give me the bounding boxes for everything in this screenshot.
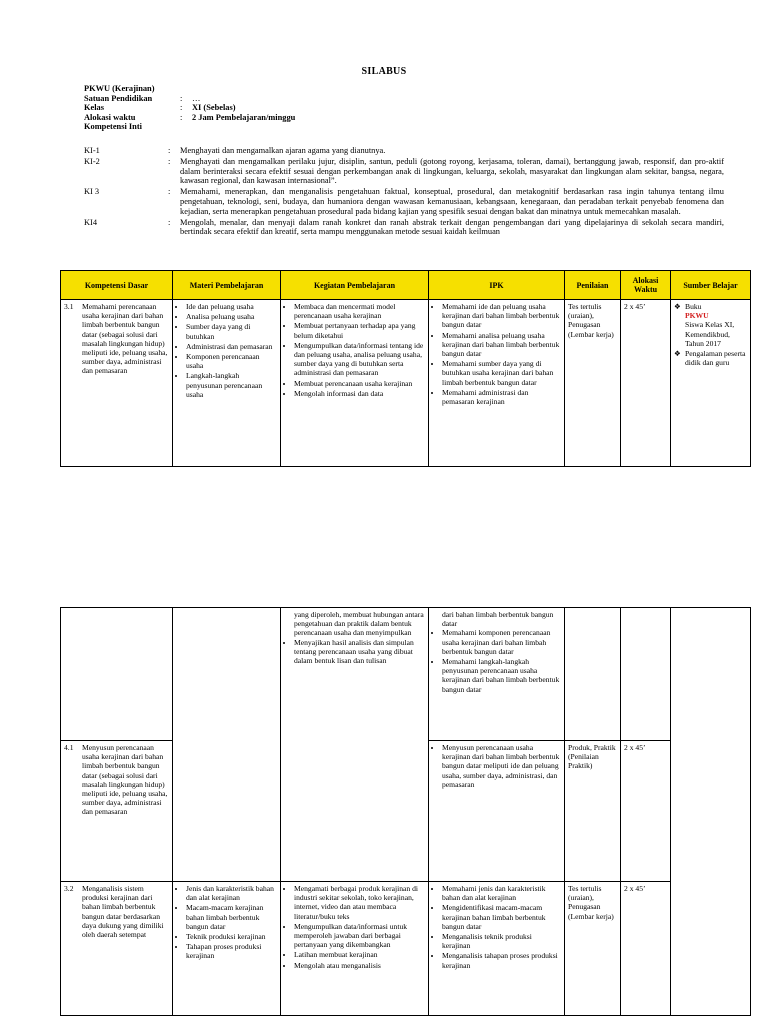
ki-colon: : (168, 187, 171, 197)
page-title: SILABUS (361, 66, 407, 77)
table-row (61, 608, 751, 741)
kd-cell (61, 882, 173, 1016)
list-item: • Teknik produksi kerajinan (186, 932, 277, 941)
ki-row (84, 187, 724, 216)
list-item: • Menyajikan hasil analisis dan simpulan tentang perencanaan usaha yang dibuat dalam bentuk lisan dan tulisan (294, 638, 425, 666)
sumber-cell (671, 608, 751, 1016)
ki-row (84, 146, 724, 156)
sumber-cell (671, 300, 751, 467)
list-item: • Menyusun perencanaan usaha kerajinan dari bahan limbah berbentuk bangun datar meliputi ide dan peluang usaha, sumber daya, administrasi, dan pemasaran (442, 743, 561, 789)
ki-label: KI-2 (84, 156, 100, 166)
syllabus-table (60, 270, 751, 467)
kd-number: 3.2 (64, 884, 74, 893)
penilaian-cell: Tes tertulis (uraian), Penugasan (Lembar kerja) (565, 300, 621, 467)
list-item: • Membuat perencanaan usaha kerajinan (294, 379, 425, 388)
info-value: XI (Sebelas) (192, 103, 236, 113)
ki-label: KI 3 (84, 187, 100, 197)
alokasi-cell: 2 x 45’ (621, 882, 671, 1016)
alokasi-cell (621, 608, 671, 741)
header-kompetensi-dasar: Kompetensi Dasar (61, 271, 173, 300)
info-value: 2 Jam Pembelajaran/minggu (192, 112, 296, 122)
list-item: • Mengolah informasi dan data (294, 389, 425, 398)
alokasi-cell: 2 x 45’ (621, 741, 671, 882)
kd-cell (61, 741, 173, 882)
kd-number: 4.1 (64, 743, 74, 752)
list-item: • Memahami langkah-langkah penyusunan perencanaan usaha kerajinan dari bahan limbah berbentuk bangun datar (442, 657, 561, 694)
ipk-cell (429, 882, 565, 1016)
header-sumber: Sumber Belajar (671, 271, 751, 300)
ki-row (84, 157, 724, 186)
kd-text: Memahami perencanaan usaha kerajinan dari bahan limbah berbentuk bangun datar (sebagai solusi dari masalah lingkungan hidup) meliputi ide, peluang usaha, sumber daya, administrasi dan pemasaran (82, 302, 168, 376)
list-item: • Memahami administrasi dan pemasaran kerajinan (442, 388, 561, 406)
header-penilaian: Penilaian (565, 271, 621, 300)
ipk-cell (429, 300, 565, 467)
list-item: • Mengolah atau menganalisis (294, 961, 425, 970)
ki-colon: : (168, 146, 171, 155)
list-item: • Membuat pertanyaan terhadap apa yang belum diketahui (294, 321, 425, 339)
alokasi-cell: 2 x 45’ (621, 300, 671, 467)
sumber-text: Buku (685, 302, 702, 311)
materi-cell (173, 608, 281, 882)
list-item: • Jenis dan karakteristik bahan dan alat kerajinan (186, 884, 277, 902)
list-item (674, 302, 747, 348)
list-item: • Mengumpulkan data/informasi untuk memperoleh jawaban dari berbagai pertanyaan yang dikembangkan (294, 922, 425, 950)
kegiatan-cell (281, 882, 429, 1016)
table-header-row (61, 271, 751, 300)
info-value: … (192, 93, 201, 103)
syllabus-table-continued (60, 607, 751, 1016)
list-item: • Sumber daya yang di butuhkan (186, 322, 277, 340)
kd-number: 3.1 (64, 302, 74, 311)
info-colon: : (180, 112, 183, 122)
sumber-text: Siswa Kelas XI, Kemendikbud, Tahun 2017 (685, 320, 735, 348)
list-item: • Memahami jenis dan karakteristik bahan dan alat kerajinan (442, 884, 561, 902)
penilaian-cell (565, 608, 621, 741)
list-item: • Latihan membuat kerajinan (294, 950, 425, 959)
list-item: • Ide dan peluang usaha (186, 302, 277, 311)
kegiatan-cell (281, 300, 429, 467)
list-item: • Memahami sumber daya yang di butuhkan usaha kerajinan dari bahan limbah berbentuk bangun datar (442, 359, 561, 387)
ki-list (84, 146, 724, 238)
materi-cell (173, 300, 281, 467)
diamond-bullet-icon: ❖ (674, 302, 681, 311)
ki-heading: Kompetensi Inti (84, 122, 142, 132)
info-label: Alokasi waktu (84, 112, 136, 122)
diamond-bullet-icon: ❖ (674, 349, 681, 359)
list-item (674, 349, 747, 367)
kd-text: Menyusun perencanaan usaha kerajinan dari bahan limbah berbentuk bangun datar (sebagai solusi dari masalah lingkungan hidup) meliputi ide, peluang usaha, sumber daya, administrasi dan pemasaran (82, 743, 168, 817)
list-item: • Menganalisis tahapan proses produksi kerajinan (442, 951, 561, 969)
info-row (84, 113, 295, 123)
info-row (84, 103, 295, 113)
list-item: • Langkah-langkah penyusunan perencanaan usaha (186, 371, 277, 399)
list-item: • Tahapan proses produksi kerajinan (186, 942, 277, 960)
penilaian-cell: Produk, Praktik (Penilaian Praktik) (565, 741, 621, 882)
list-item: • Membaca dan mencermati model perencanaan usaha kerajinan (294, 302, 425, 320)
list-item: • Memahami ide dan peluang usaha kerajinan dari bahan limbah berbentuk bangun datar (442, 302, 561, 330)
list-item: • Macam-macam kerajinan bahan limbah berbentuk bangun datar (186, 903, 277, 931)
list-item: • Memahami analisa peluang usaha kerajinan dari bahan limbah berbentuk bangun datar (442, 331, 561, 359)
materi-cell (173, 882, 281, 1016)
header-kegiatan: Kegiatan Pembelajaran (281, 271, 429, 300)
list-item: • Memahami komponen perencanaan usaha kerajinan dari bahan limbah berbentuk bangun datar (442, 628, 561, 656)
ipk-cont-text: dari bahan limbah berbentuk bangun datar (442, 610, 554, 629)
kd-cell (61, 608, 173, 741)
penilaian-cell: Tes tertulis (uraian), Penugasan (Lembar kerja) (565, 882, 621, 1016)
brand-label: PKWU (685, 311, 709, 321)
list-item: • Komponen perencanaan usaha (186, 352, 277, 370)
list-item: • Mengumpulkan data/informasi tentang ide dan peluang usaha, analisa peluang usaha, sumber daya yang di butuhkan serta administrasi dan pemasaran (294, 341, 425, 378)
header-materi: Materi Pembelajaran (173, 271, 281, 300)
table-row (61, 300, 751, 467)
list-item: • Analisa peluang usaha (186, 312, 277, 321)
table-row (61, 882, 751, 1016)
subject-title: PKWU (Kerajinan) (84, 84, 155, 93)
ki-colon: : (168, 156, 171, 166)
ki-text: Menghayati dan mengamalkan perilaku jujur, disiplin, santun, peduli (gotong royong, kerjasama, toleran, damai), bertanggung jawab, responsif, dan pro-aktif dalam berinteraksi secara efektif sesuai dengan perkembangan anak di lingkungan, keluarga, sekolah, masyarakat dan lingkungan alam sekitar, bangsa, negara, kawasan regional, dan kawasan internasional”. (180, 156, 724, 186)
info-row (84, 94, 295, 104)
ki-colon: : (168, 217, 171, 227)
info-label: Kelas (84, 103, 105, 113)
list-item: • Mengidentifikasi macam-macam kerajinan bahan limbah berbentuk bangun datar (442, 903, 561, 931)
kd-text: Menganalisis sistem produksi kerajinan dari bahan limbah berbentuk bangun datar berdasarkan daya dukung yang dimiliki oleh daerah setempat (82, 884, 164, 940)
list-item: • Administrasi dan pemasaran (186, 342, 277, 351)
kegiatan-cont-text: yang diperoleh, membuat hubungan antara pengetahuan dan praktik dalam bentuk perencanaan usaha dan menyimpulkan (294, 610, 424, 638)
ipk-cell (429, 608, 565, 741)
document-info (84, 84, 295, 132)
header-ipk: IPK (429, 271, 565, 300)
ki-text: Mengolah, menalar, dan menyaji dalam ranah konkret dan ranah abstrak terkait dengan pengembangan dari yang dipelajarinya di sekolah secara mandiri, bertindak secara efektif dan kreatif, serta mampu menggunakan metode sesuai kaidah keilmuan (180, 217, 724, 237)
info-label: Satuan Pendidikan (84, 93, 153, 103)
header-alokasi: Alokasi Waktu (621, 271, 671, 300)
kd-cell (61, 300, 173, 467)
ki-row (84, 218, 724, 238)
info-colon: : (180, 103, 183, 113)
sumber-text: Pengalaman peserta didik dan guru (685, 349, 746, 368)
info-colon: : (180, 93, 183, 103)
list-item: • Mengamati berbagai produk kerajinan di industri sekitar sekolah, toko kerajinan, internet, video dan atau membaca literatur/buku teks (294, 884, 425, 921)
kegiatan-cell (281, 608, 429, 882)
ki-text: Menghayati dan mengamalkan ajaran agama yang dianutnya. (180, 146, 386, 155)
ki-text: Memahami, menerapkan, dan menganalisis pengetahuan faktual, konseptual, prosedural, dan metakognitif berdasarkan rasa ingin tahunya tentang ilmu pengetahuan, teknologi, seni, budaya, dan humaniora dengan wawasan kemanusiaan, kebangsaan, kenegaraan, dan peradaban terkait penyebab fenomena dan kejadian, serta menerapkan pengetahuan prosedural pada bidang kajian yang spesifik sesuai dengan bakat dan minatnya untuk memecahkan masalah. (180, 187, 724, 216)
ki-label: KI4 (84, 217, 98, 227)
ki-label: KI-1 (84, 146, 100, 155)
ipk-cell (429, 741, 565, 882)
list-item: • Menganalisis teknik produksi kerajinan (442, 932, 561, 950)
